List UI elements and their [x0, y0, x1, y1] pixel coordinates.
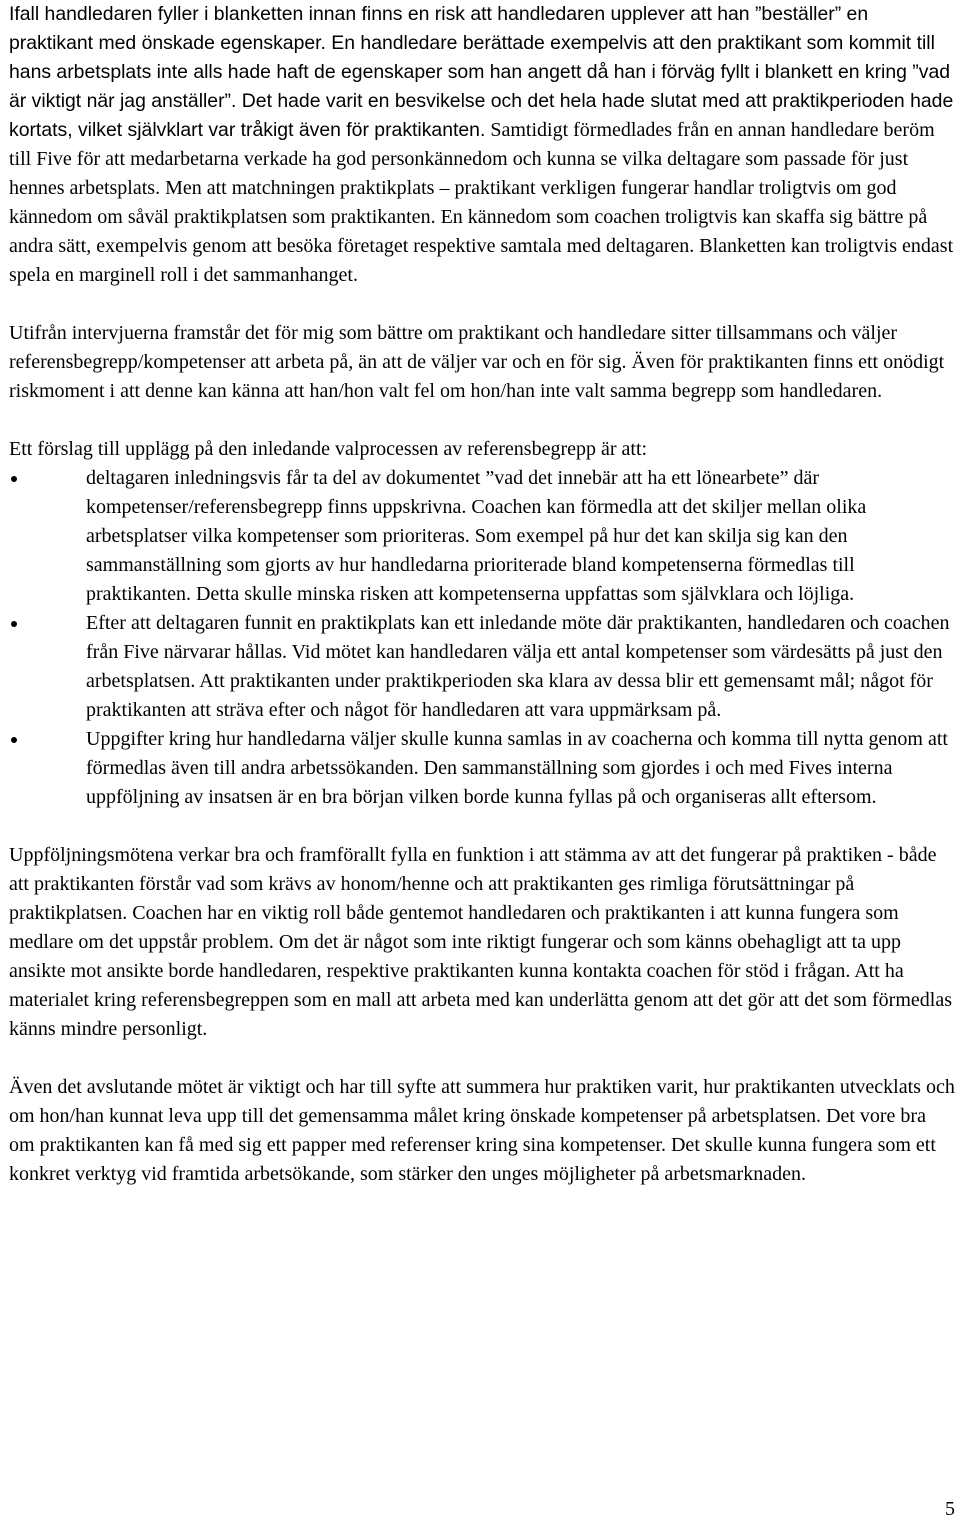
list-item-text: Uppgifter kring hur handledarna väljer skulle kunna samlas in av coacherna och komma till nytta genom att förmedlas även till andra arbetssökanden. Den sammanställning som gjordes i och med Fives interna uppföljning av insatsen är en bra början vilken borde kunna fyllas på och organiseras allt eftersom. — [86, 728, 948, 808]
list-item-text: deltagaren inledningsvis får ta del av dokumentet ”vad det innebär att ha ett lönearbete” där kompetenser/referensbegrepp finns uppskrivna. Coachen kan förmedla att det skiljer mellan olika arbetsplatser vilka kompetenser som prioriteras. Som exempel på hur det kan skilja sig kan den sammanställning som gjorts av hur handledarna prioriterade bland kompetenserna förmedlas till praktikanten. Detta skulle minska risken att kompetenserna uppfattas som självklara och löjliga. — [86, 467, 867, 605]
paragraph-gap — [9, 1044, 955, 1073]
document-page — [9, 0, 955, 1189]
paragraph-gap — [9, 406, 955, 435]
paragraph-2: Utifrån intervjuerna framstår det för mig som bättre om praktikant och handledare sitter tillsammans och väljer referensbegrepp/kompetenser att arbeta på, än att de väljer var och en för sig. Även för praktikanten finns ett onödigt riskmoment i att denne kan känna att han/hon valt fel om hon/han inte valt samma begrepp som handledaren. — [9, 322, 945, 402]
bullet-icon — [11, 737, 17, 743]
paragraph-1-sans-text: Ifall handledaren fyller i blanketten innan finns en risk att handledaren upplever att han ”beställer” en praktikant med önskade egenskaper. En handledare berättade exempelvis att den praktikant som kommit till hans arbetsplats inte alls hade haft de egenskaper som han angett då han i förväg fyllt i blankett en kring ”vad är viktigt när jag anställer”. Det hade varit en besvikelse och det hela hade slutat med att praktikperioden hade kortats, vilket självklart var tråkigt även för praktikanten. — [9, 3, 954, 141]
paragraph-3-intro: Ett förslag till upplägg på den inledande valprocessen av referensbegrepp är att: — [9, 438, 648, 460]
bullet-icon — [11, 621, 17, 627]
list-item — [9, 725, 955, 812]
list-item — [9, 464, 955, 609]
paragraph-4: Uppföljningsmötena verkar bra och framförallt fylla en funktion i att stämma av att det fungerar på praktiken - både att praktikanten förstår vad som krävs av honom/henne och att praktikanten ges rimliga förutsättningar på praktikplatsen. Coachen har en viktig roll både gentemot handledaren och praktikanten i att kunna fungera som medlare om det uppstår problem. Om det är något som inte riktigt fungerar och som känns obehagligt att ta upp ansikte mot ansikte borde handledaren, respektive praktikanten kunna kontakta coachen för stöd i frågan. Att ha materialet kring referensbegreppen som en mall att arbeta med kan underlätta genom att det gör att det som förmedlas känns mindre personligt. — [9, 844, 952, 1040]
bullet-icon — [11, 476, 17, 482]
paragraph-gap — [9, 290, 955, 319]
list-item — [9, 609, 955, 725]
paragraph-5: Även det avslutande mötet är viktigt och har till syfte att summera hur praktiken varit, hur praktikanten utvecklats och om hon/han kunnat leva upp till det gemensamma målet kring önskade kompetenser på arbetsplatsen. Det vore bra om praktikanten kan få med sig ett papper med referenser kring sina kompetenser. Det skulle kunna fungera som ett konkret verktyg vid framtida arbetsökande, som stärker den unges möjligheter på arbetsmarknaden. — [9, 1076, 955, 1185]
paragraph-1-serif-text: Samtidigt förmedlades från en annan handledare beröm till Five för att medarbetarna verkade ha god personkännedom och kunna se vilka deltagare som passade för just hennes arbetsplats. Men att matchningen praktikplats – praktikant verkligen fungerar handlar troligtvis om god kännedom om såväl praktikplatsen som praktikanten. En kännedom som coachen troligtvis kan skaffa sig bättre på andra sätt, exempelvis genom att besöka företaget respektive samtala med deltagaren. Blanketten kan troligtvis endast spela en marginell roll i det sammanhanget. — [9, 119, 954, 286]
bullet-list — [9, 464, 955, 812]
paragraph-1 — [9, 0, 955, 290]
page-number: 5 — [945, 1498, 955, 1520]
paragraph-gap — [9, 812, 955, 841]
list-item-text: Efter att deltagaren funnit en praktikplats kan ett inledande möte där praktikanten, handledaren och coachen från Five närvarar hållas. Vid mötet kan handledaren välja ett antal kompetenser som värdesätts på just den arbetsplatsen. Att praktikanten under praktikperioden ska klara av dessa blir ett gemensamt mål; något för praktikanten att sträva efter och något för handledaren att vara uppmärksam på. — [86, 612, 950, 721]
